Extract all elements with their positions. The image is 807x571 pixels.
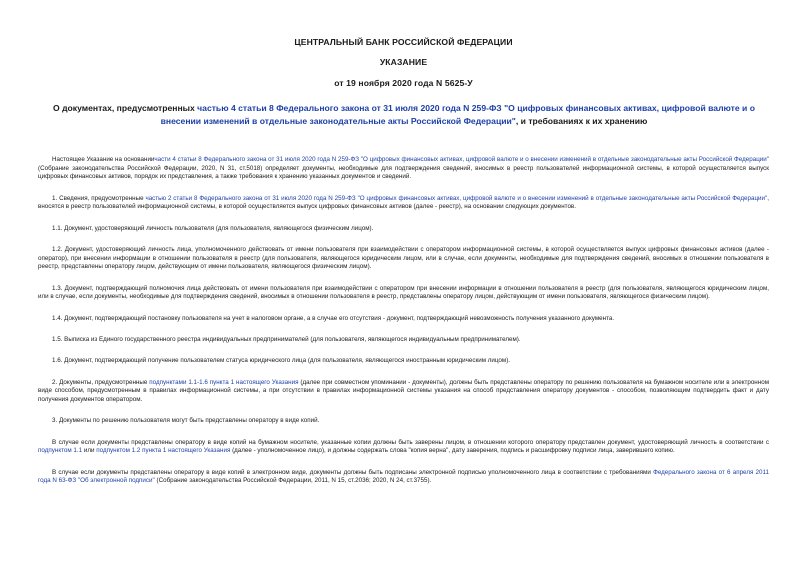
paragraph-text: Настоящее Указание на основании <box>52 156 155 163</box>
paragraph-intro <box>38 156 769 182</box>
law-link[interactable]: части 4 статьи 8 Федерального закона от 31 июля 2020 года N 259-ФЗ "О цифровых финансовых активах, цифровой валюте и о внесении изменений в отдельные законодательные акты Российской Федерации" <box>154 156 769 163</box>
paragraph-text: В случае если документы представлены оператору в виде копий на бумажном носителе, указанные копии должны быть заверены лицом, в отношении которого оператору представлен документ, удостоверяющий личность в соответствии с <box>52 438 769 446</box>
paragraph-text: или <box>82 447 97 455</box>
paragraph-text: (Собрание законодательства Российской Федерации, 2020, N 31, ст.5018) определяет документы, необходимые для подтверждения сведений, вносимых в реестр пользователей информационной системы, в которой осуществляется выпуск цифровых финансовых активов, порядок их представления, а также требования к хранению указанных документов и сведений. <box>38 164 769 181</box>
paragraph-3-paper-copies <box>38 439 769 456</box>
document-type: УКАЗАНИЕ <box>379 57 428 67</box>
paragraph-1-4: 1.4. Документ, подтверждающий постановку пользователя на учет в налоговом органе, а в случае его отсутствия - документ, подтверждающий невозможность получения указанного документа. <box>52 314 615 322</box>
clause-link[interactable]: подпунктом 1.1 <box>38 447 83 455</box>
paragraph-text: (Собрание законодательства Российской Федерации, 2011, N 15, ст.2036; 2020, N 24, ст.3755). <box>154 477 432 485</box>
paragraph-3: 3. Документы по решению пользователя могут быть представлены оператору в виде копий. <box>52 417 320 425</box>
paragraph-text: (далее при совместном упоминании - документы), должны быть представлены оператору по решению пользователя на бумажном носителе или в электронном виде способом, предусмотренным в правилах информационной системы, а при отсутствии в правилах информационной системы указания на способ представления оператору документов - способом, позволяющим подтвердить факт и дату получения документов оператором. <box>38 378 769 403</box>
paragraph-1-1: 1.1. Документ, удостоверяющий личность пользователя (для пользователя, являющегося физическим лицом). <box>52 224 374 232</box>
document-body <box>38 156 769 499</box>
paragraph-1-2: 1.2. Документ, удостоверяющий личность лица, уполномоченного действовать от имени пользователя при взаимодействии с оператором информационной системы, в которой осуществляется выпуск цифровых финансовых активов (далее - оператор), при внесении информации в отношении пользователя в реестр (для пользователя, являющегося юридическим лицом, или в случае, если документы, необходимые для подтверждения сведений, вносимых в отношении пользователя в реестр, представлены оператору лицом, действующим от имени пользователя, являющегося физическим лицом). <box>38 246 769 271</box>
subject-text-end: , и требованиях к их хранению <box>515 116 648 126</box>
law-link[interactable]: Федерального закона от 6 апреля 2011 года N 63-ФЗ "Об электронной подписи" <box>38 468 769 485</box>
paragraph-1-6: 1.6. Документ, подтверждающий получение пользователем статуса юридического лица (для пользователя, являющегося иностранным юридическим лицом). <box>52 357 511 365</box>
paragraph-1-3: 1.3. Документ, подтверждающий полномочия лица действовать от имени пользователя при взаимодействии с оператором при внесении информации в отношении пользователя в реестр (для пользователя, являющегося юридическим лицом, или в случае, если документы, необходимые для подтверждения сведений, вносимых в отношении пользователя в реестр, представлены оператору лицом, действующим от имени пользователя, являющегося физическим лицом). <box>38 284 769 301</box>
document-subject <box>40 102 768 128</box>
subject-text: О документах, предусмотренных <box>53 103 198 113</box>
subject-law-link[interactable]: частью 4 статьи 8 Федерального закона от 31 июля 2020 года N 259-ФЗ "О цифровых финансовых активах, цифровой валюте и о внесении изменений в отдельные законодательные акты Российской Федерации" <box>160 103 755 126</box>
issuer-title: ЦЕНТРАЛЬНЫЙ БАНК РОССИЙСКОЙ ФЕДЕРАЦИИ <box>294 37 513 47</box>
paragraph-text: (далее - уполномоченное лицо), и должны содержать слова "копия верна", дату заверения, подпись и расшифровку подписи лица, заверившего копию. <box>230 447 675 455</box>
paragraph-1-5: 1.5. Выписка из Единого государственного реестра индивидуальных предпринимателей (для пользователя, являющегося индивидуальным предпринимателем). <box>52 336 521 343</box>
clause-link[interactable]: подпунктами 1.1-1.6 пункта 1 настоящего Указания <box>149 378 299 386</box>
paragraph-3-electronic-copies <box>38 469 769 486</box>
paragraph-text: 1. Сведения, предусмотренные <box>52 194 146 202</box>
document-date-number: от 19 ноября 2020 года N 5625-У <box>334 78 473 88</box>
paragraph-2 <box>38 379 769 405</box>
paragraph-1 <box>38 195 769 212</box>
paragraph-text: В случае если документы представлены оператору в виде копий в электронном виде, документы должны быть подписаны электронной подписью уполномоченного лица в соответствии с требованиями <box>52 468 654 476</box>
paragraph-text: 2. Документы, предусмотренные <box>52 378 150 386</box>
clause-link[interactable]: подпунктом 1.2 пункта 1 настоящего Указания <box>96 447 231 455</box>
paragraph-text: , вносятся в реестр пользователей информационной системы, в которой осуществляется выпуск цифровых финансовых активов (далее - реестр), на основании следующих документов. <box>38 194 769 211</box>
law-link[interactable]: частью 2 статьи 8 Федерального закона от 31 июля 2020 года N 259-ФЗ "О цифровых финансовых активах, цифровой валюте и о внесении изменений в отдельные законодательные акты Российской Федерации" <box>145 194 768 202</box>
